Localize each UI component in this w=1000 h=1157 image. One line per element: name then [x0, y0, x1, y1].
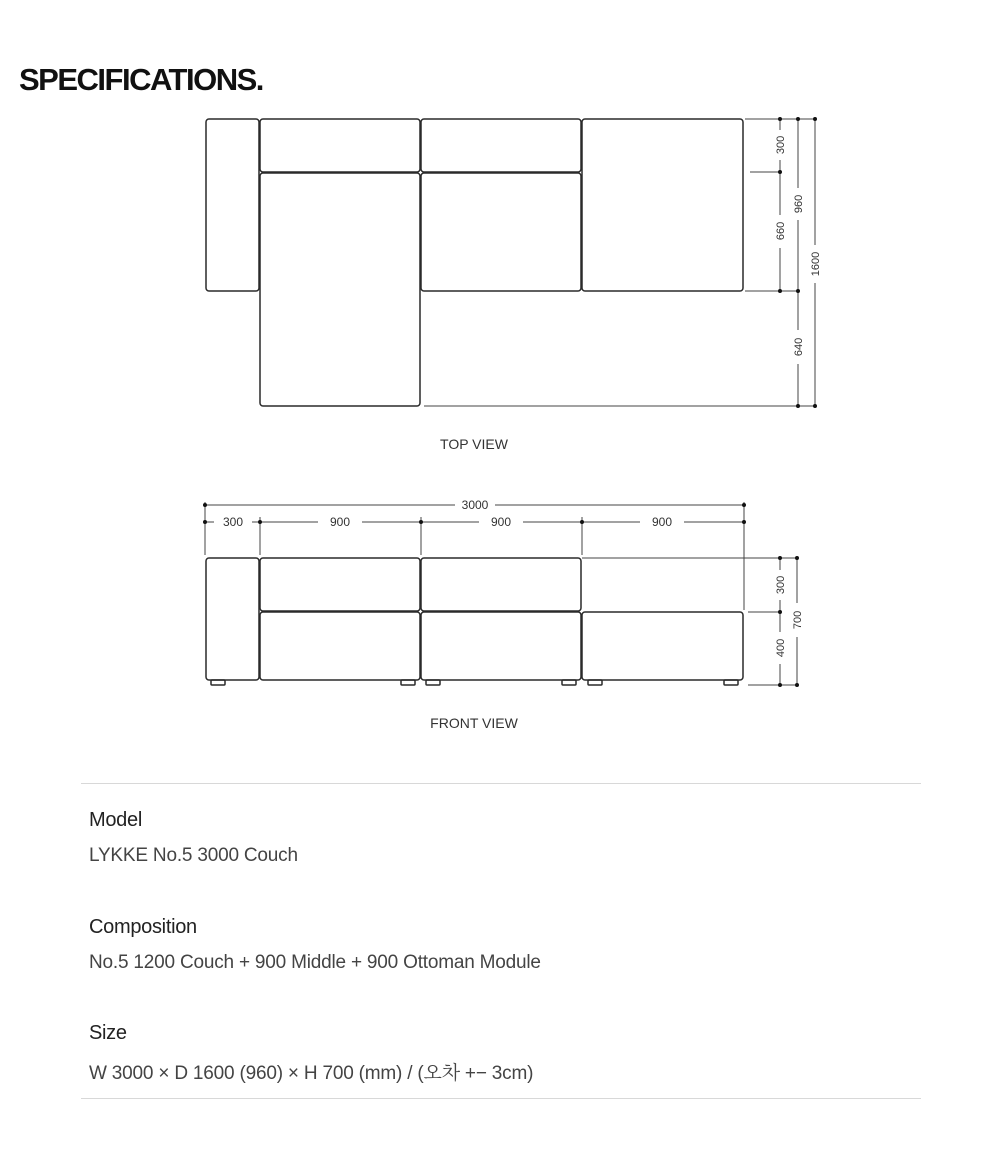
front-view-dimension-dots	[203, 503, 799, 687]
divider-top	[81, 783, 921, 784]
dim-top-960: 960	[793, 194, 805, 214]
dim-front-h300: 300	[775, 575, 787, 595]
top-seat-middle	[421, 173, 581, 291]
front-foot	[401, 680, 415, 685]
front-foot	[588, 680, 602, 685]
front-foot	[211, 680, 225, 685]
top-view-diagram	[206, 119, 743, 406]
front-foot	[426, 680, 440, 685]
front-seat-1	[260, 612, 420, 680]
front-backrest-2	[421, 558, 581, 611]
dim-top-1600: 1600	[810, 251, 822, 277]
front-view-caption: FRONT VIEW	[430, 715, 518, 731]
dim-top-300: 300	[775, 135, 787, 155]
front-backrest-1	[260, 558, 420, 611]
front-view-dimension-lines	[205, 502, 797, 685]
divider-bottom	[81, 1098, 921, 1099]
dim-front-900-c: 900	[651, 515, 673, 529]
model-value: LYKKE No.5 3000 Couch	[89, 845, 298, 866]
top-seat-chaise	[260, 173, 420, 406]
dim-front-h400: 400	[775, 638, 787, 658]
dim-top-640: 640	[793, 337, 805, 357]
top-backrest-2	[421, 119, 581, 172]
dim-front-900-b: 900	[490, 515, 512, 529]
size-value: W 3000 × D 1600 (960) × H 700 (mm) / (오차 +− 3cm)	[89, 1063, 534, 1084]
dim-top-660: 660	[775, 221, 787, 241]
top-backrest-1	[260, 119, 420, 172]
front-seat-2	[421, 612, 581, 680]
dim-front-300: 300	[222, 515, 244, 529]
page-title: SPECIFICATIONS.	[19, 62, 263, 97]
dim-front-3000: 3000	[461, 498, 489, 512]
front-foot	[724, 680, 738, 685]
front-ottoman	[582, 612, 743, 680]
front-view-diagram	[206, 558, 743, 685]
composition-label: Composition	[89, 916, 197, 938]
size-label: Size	[89, 1022, 127, 1044]
dim-front-900-a: 900	[329, 515, 351, 529]
front-foot	[562, 680, 576, 685]
composition-value: No.5 1200 Couch + 900 Middle + 900 Ottoman Module	[89, 952, 541, 973]
top-view-caption: TOP VIEW	[440, 436, 508, 452]
top-view-dimension-lines	[424, 119, 815, 406]
model-label: Model	[89, 809, 142, 831]
top-ottoman	[582, 119, 743, 291]
top-armrest	[206, 119, 259, 291]
dim-front-h700: 700	[792, 610, 804, 630]
front-armrest	[206, 558, 259, 680]
